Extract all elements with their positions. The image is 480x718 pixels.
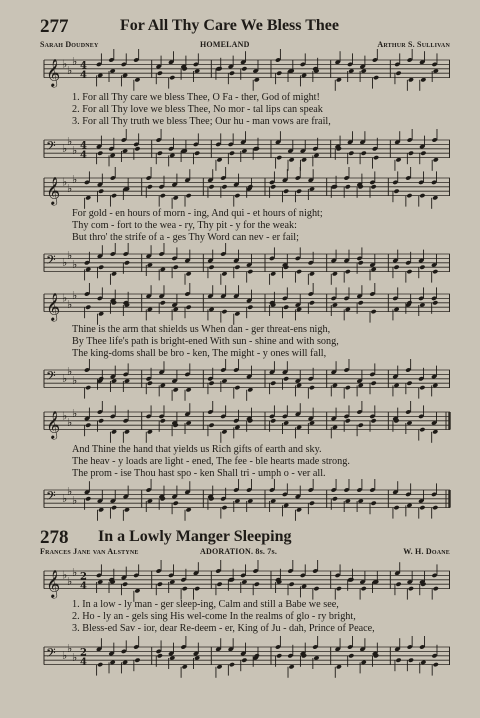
lyric-line: 1. In a low - ly man - ger sleep-ing, Calm and still a Babe we see,	[72, 599, 339, 610]
hymn-title: In a Lowly Manger Sleeping	[98, 528, 292, 545]
note-head	[124, 260, 130, 265]
flat-icon: ♭	[72, 374, 78, 387]
lyric-line: By Thee life's path is bright-ened With sun - shine and with song,	[72, 336, 339, 347]
flat-icon: ♭	[67, 182, 73, 195]
note-head	[395, 71, 401, 76]
note-head	[270, 418, 276, 423]
time-signature-bottom: 4	[80, 70, 87, 82]
note-head	[371, 418, 377, 423]
note-head	[160, 418, 166, 423]
note-head	[229, 71, 235, 76]
flat-icon: ♭	[67, 365, 73, 379]
note-head	[134, 658, 140, 663]
tune-name: ADORATION. 8s. 7s.	[200, 547, 278, 556]
author-credit: Frances Jane van Alstyne	[40, 547, 139, 556]
note-head	[186, 193, 192, 198]
bass-clef-icon: 𝄢	[46, 645, 56, 664]
treble-clef-icon: 𝄞	[46, 292, 61, 321]
note-head	[229, 662, 235, 667]
flat-icon: ♭	[62, 255, 68, 269]
music-system	[40, 404, 450, 512]
hymn-number: 278	[40, 527, 69, 548]
note-head	[406, 193, 412, 198]
note-head	[208, 381, 214, 386]
treble-staff	[40, 286, 450, 320]
music-system	[40, 563, 450, 713]
hymn-number: 277	[40, 16, 69, 37]
note-head	[98, 418, 104, 423]
lyrics-block	[72, 324, 452, 360]
note-head	[134, 146, 140, 151]
flat-icon: ♭	[62, 491, 68, 505]
lyric-line: For gold - en hours of morn - ing, And qui - et hours of night;	[72, 208, 323, 219]
note-head	[358, 423, 364, 428]
lyric-line: 1. For all Thy care we bless Thee, O Fa - ther, God of might!	[72, 92, 320, 103]
bass-clef-icon: 𝄢	[46, 368, 56, 387]
flat-icon: ♭	[62, 141, 68, 155]
composer-credit: W. H. Doane	[403, 547, 450, 556]
note-head	[283, 305, 289, 310]
note-head	[309, 385, 315, 390]
flat-icon: ♭	[62, 175, 68, 189]
note-head	[395, 658, 401, 663]
flat-icon: ♭	[67, 575, 73, 588]
note-head	[98, 265, 104, 270]
note-head	[147, 184, 153, 189]
note-head	[276, 155, 282, 160]
note-head	[432, 300, 438, 305]
note-head	[432, 505, 438, 510]
hymn-277-header	[40, 16, 450, 50]
flat-icon: ♭	[67, 642, 73, 656]
note-head	[157, 71, 163, 76]
note-head	[296, 189, 302, 194]
treble-clef-icon: 𝄞	[46, 569, 61, 598]
flat-icon: ♭	[67, 485, 73, 499]
note-head	[420, 151, 426, 156]
bass-staff	[40, 639, 450, 673]
note-head	[216, 582, 222, 587]
note-head	[157, 151, 163, 156]
lyric-line: 3. For all Thy truth we bless Thee; Our hu - man vows are frail,	[72, 116, 331, 127]
flat-icon: ♭	[72, 173, 78, 187]
bass-staff	[40, 482, 450, 516]
note-head	[358, 300, 364, 305]
note-head	[283, 189, 289, 194]
note-head	[371, 309, 377, 314]
note-head	[395, 582, 401, 587]
tune-name: HOMELAND	[200, 40, 250, 49]
note-head	[234, 385, 240, 390]
flat-icon: ♭	[67, 416, 73, 429]
note-head	[157, 653, 163, 658]
treble-staff	[40, 563, 450, 597]
flat-icon: ♭	[62, 648, 68, 662]
note-head	[221, 505, 227, 510]
note-head	[313, 586, 319, 591]
note-head	[221, 184, 227, 189]
note-head	[336, 586, 342, 591]
note-head	[173, 501, 179, 506]
lyric-line: Thine is the arm that shields us When dan - ger threat-ens nigh,	[72, 324, 331, 335]
flat-icon: ♭	[72, 55, 78, 69]
note-head	[276, 71, 282, 76]
note-head	[419, 193, 425, 198]
note-head	[97, 151, 103, 156]
note-head	[111, 505, 117, 510]
note-head	[270, 381, 276, 386]
music-system	[40, 286, 450, 394]
treble-staff	[40, 404, 450, 438]
note-head	[406, 269, 412, 274]
note-head	[276, 653, 282, 658]
note-head	[97, 662, 103, 667]
note-head	[419, 265, 425, 270]
note-head	[221, 309, 227, 314]
note-head	[419, 427, 425, 432]
note-head	[234, 265, 240, 270]
flat-icon: ♭	[72, 144, 78, 157]
music-system	[40, 170, 450, 278]
note-head	[348, 151, 354, 156]
flat-icon: ♭	[67, 64, 73, 77]
note-head	[186, 305, 192, 310]
note-head	[433, 662, 439, 667]
bass-staff	[40, 362, 450, 396]
lyrics-block	[72, 599, 452, 635]
lyric-line: 2. Ho - ly an - gels sing His wel-come In the realms of glo - ry bright,	[72, 611, 356, 622]
treble-staff	[40, 170, 450, 204]
flat-icon: ♭	[62, 291, 68, 305]
bass-clef-icon: 𝄢	[46, 138, 56, 157]
bass-staff	[40, 246, 450, 280]
note-head	[393, 265, 399, 270]
note-head	[85, 305, 91, 310]
lyric-line: The prom - ise Thou hast spo - ken Shall tri - umph o - ver all.	[72, 468, 326, 479]
author-credit: Sarah Doudney	[40, 40, 99, 49]
note-head	[361, 586, 367, 591]
note-head	[371, 501, 377, 506]
composer-credit: Arthur S. Sullivan	[377, 40, 450, 49]
time-signature-top: 2	[80, 647, 87, 659]
note-head	[208, 265, 214, 270]
lyric-line: 3. Bless-ed Sav - ior, dear Re-deem - er, King of Ju - dah, Prince of Peace,	[72, 623, 375, 634]
note-head	[173, 265, 179, 270]
flat-icon: ♭	[62, 409, 68, 423]
note-head	[194, 586, 200, 591]
hymn-title: For All Thy Care We Bless Thee	[120, 17, 339, 34]
time-signature-top: 2	[80, 571, 87, 583]
treble-clef-icon: 𝄞	[46, 176, 61, 205]
note-head	[432, 269, 438, 274]
flat-icon: ♭	[72, 407, 78, 421]
flat-icon: ♭	[72, 651, 78, 664]
note-head	[241, 66, 247, 71]
note-head	[373, 75, 379, 80]
flat-icon: ♭	[62, 568, 68, 582]
lyrics-block	[72, 92, 452, 128]
note-head	[419, 505, 425, 510]
note-head	[373, 155, 379, 160]
treble-staff	[40, 52, 450, 86]
note-head	[157, 582, 163, 587]
note-head	[408, 151, 414, 156]
flat-icon: ♭	[67, 135, 73, 149]
note-head	[406, 381, 412, 386]
note-head	[433, 586, 439, 591]
note-head	[345, 385, 351, 390]
flat-icon: ♭	[72, 494, 78, 507]
note-head	[419, 385, 425, 390]
bass-clef-icon: 𝄢	[46, 252, 56, 271]
lyric-line: And Thine the hand that yields us Rich gifts of earth and sky.	[72, 444, 322, 455]
note-head	[85, 423, 91, 428]
note-head	[358, 260, 364, 265]
note-head	[85, 496, 91, 501]
bass-clef-icon: 𝄢	[46, 488, 56, 507]
note-head	[247, 305, 253, 310]
note-head	[229, 151, 235, 156]
lyrics-block	[72, 208, 452, 244]
note-head	[393, 505, 399, 510]
note-head	[160, 193, 166, 198]
flat-icon: ♭	[67, 249, 73, 263]
note-head	[345, 269, 351, 274]
note-head	[98, 189, 104, 194]
note-head	[247, 269, 253, 274]
note-head	[332, 496, 338, 501]
note-head	[241, 658, 247, 663]
flat-icon: ♭	[67, 298, 73, 311]
note-head	[254, 582, 260, 587]
note-head	[182, 586, 188, 591]
time-signature-top: 4	[80, 60, 87, 72]
flat-icon: ♭	[62, 371, 68, 385]
note-head	[345, 418, 351, 423]
note-head	[169, 75, 175, 80]
lyrics-block	[72, 444, 452, 480]
note-head	[289, 582, 295, 587]
time-signature-top: 4	[80, 140, 87, 152]
note-head	[270, 184, 276, 189]
note-head	[111, 193, 117, 198]
flat-icon: ♭	[62, 57, 68, 71]
treble-clef-icon: 𝄞	[46, 410, 61, 439]
note-head	[234, 193, 240, 198]
note-head	[371, 184, 377, 189]
note-head	[122, 582, 128, 587]
note-head	[309, 501, 315, 506]
time-signature-bottom: 4	[80, 581, 87, 593]
note-head	[208, 184, 214, 189]
note-head	[371, 381, 377, 386]
bass-staff	[40, 132, 450, 166]
note-head	[160, 300, 166, 305]
note-head	[408, 658, 414, 663]
time-signature-bottom: 4	[80, 150, 87, 162]
lyric-line: The heav - y loads are light - ened, The fee - ble hearts made strong.	[72, 456, 350, 467]
treble-clef-icon: 𝄞	[46, 58, 61, 87]
hymn-278-header	[40, 527, 450, 561]
note-head	[393, 189, 399, 194]
lyric-line: Thy com - fort to the wea - ry, Thy pit - y for the weak:	[72, 220, 297, 231]
music-system	[40, 52, 450, 160]
note-head	[408, 586, 414, 591]
note-head	[283, 376, 289, 381]
note-head	[348, 653, 354, 658]
note-head	[309, 300, 315, 305]
flat-icon: ♭	[72, 289, 78, 303]
note-head	[296, 269, 302, 274]
lyric-line: 2. For all Thy love we bless Thee, No mor - tal lips can speak	[72, 104, 323, 115]
note-head	[147, 381, 153, 386]
note-head	[194, 151, 200, 156]
note-head	[345, 184, 351, 189]
flat-icon: ♭	[72, 258, 78, 271]
time-signature-bottom: 4	[80, 657, 87, 669]
flat-icon: ♭	[72, 566, 78, 580]
note-head	[85, 385, 91, 390]
lyric-line: The king-doms shall be bro - ken, The might - y ones will fall,	[72, 348, 327, 359]
note-head	[361, 151, 367, 156]
note-head	[208, 423, 214, 428]
lyric-line: But thro' the strife of a - ges Thy Word can nev - er fail;	[72, 232, 299, 243]
